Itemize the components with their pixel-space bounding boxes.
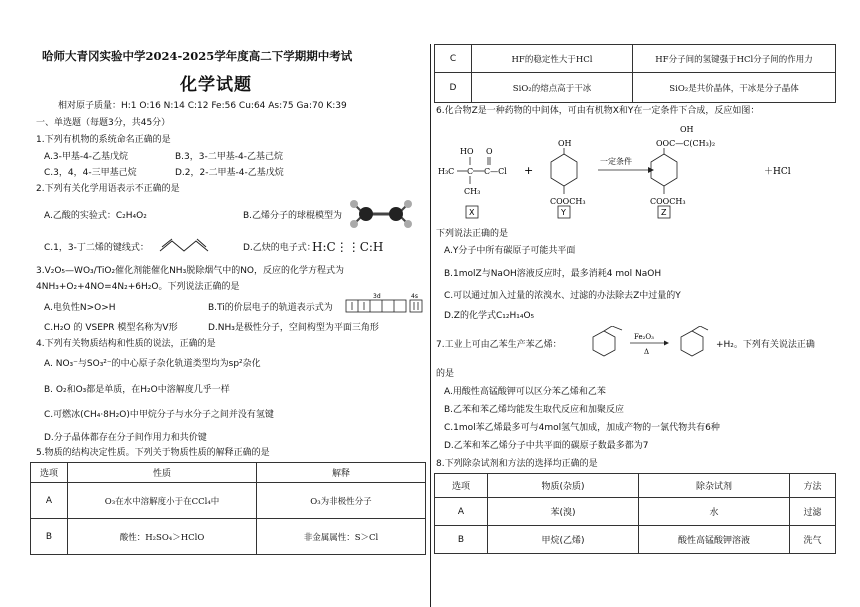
q8-b-method: 洗气 — [790, 526, 836, 554]
orbital-label-3d: 3d — [373, 293, 381, 300]
q2-option-a: A.乙酸的实验式：C₂H₄O₂ — [44, 211, 147, 221]
atomic-masses: 相对原子质量：H:1 O:16 N:14 C:12 Fe:56 Cu:64 As:75 Ga:70 K:39 — [58, 101, 347, 111]
q5-table — [30, 462, 426, 555]
q2-stem: 2.下列有关化学用语表示不正确的是 — [36, 184, 180, 194]
q7-heat: Δ — [644, 348, 650, 356]
q7-option-c: C.1mol苯乙烯最多可与4mol氢气加成，加成产物的一氯代物共有6种 — [444, 423, 720, 433]
q3-option-c: C.H₂O 的 VSEPR 模型名称为V形 — [44, 323, 178, 333]
ethylene-ball-stick-model — [350, 198, 412, 230]
q2-option-b: B.乙烯分子的球棍模型为 — [243, 211, 343, 221]
q7-stem-line3: 的是 — [436, 369, 455, 379]
x-ch3: CH₃ — [464, 187, 481, 196]
q5-d-explanation: SiO₂是共价晶体，干冰是分子晶体 — [633, 73, 836, 103]
x-ho: HO — [460, 147, 474, 156]
q4-option-c: C.可燃冰(CH₄·8H₂O)中甲烷分子与水分子之间并没有氢键 — [44, 410, 274, 420]
q6-stem: 6.化合物Z是一种药物的中间体，可由有机物X和Y在一定条件下合成，反应如图： — [436, 106, 760, 116]
x-o: O — [486, 147, 493, 156]
q5-a-property: O₃在水中溶解度小于在CCl₄中 — [68, 483, 257, 519]
q8-a-reagent: 水 — [639, 498, 790, 526]
q5-d-property: SiO₂的熔点高于干冰 — [472, 73, 633, 103]
q8-a-option: A — [435, 498, 488, 526]
q6-option-b: B.1molZ与NaOH溶液反应时，最多消耗4 mol NaOH — [444, 269, 662, 279]
q8-a-substance: 苯(溴) — [488, 498, 639, 526]
q3-stem-line1: 3.V₂O₅—WO₃/TiO₂催化剂能催化NH₃脱除烟气中的NO，反应的化学方程式为 — [36, 266, 345, 276]
q1-option-a: A.3-甲基-4-乙基戊烷 — [44, 152, 129, 162]
orbital-label-4s: 4s — [411, 293, 418, 300]
q4-option-d: D.分子晶体都存在分子间作用力和共价键 — [44, 433, 207, 443]
svg-text:C: C — [467, 167, 474, 176]
q5-row-d — [435, 73, 836, 103]
reaction-condition: 一定条件 — [600, 157, 632, 166]
q4-stem: 4.下列有关物质结构和性质的说法，正确的是 — [36, 339, 216, 349]
q8-header-substance: 物质(杂质) — [488, 474, 639, 498]
plus-sign: + — [524, 164, 534, 177]
q5-a-explanation: O₃为非极性分子 — [257, 483, 426, 519]
q7-option-a: A.用酸性高锰酸钾可以区分苯乙烯和乙苯 — [444, 387, 606, 397]
q5-stem: 5.物质的结构决定性质。下列关于物质性质的解释正确的是 — [36, 448, 270, 458]
label-x: X — [469, 208, 475, 217]
q3-option-d: D.NH₃是极性分子，空间构型为平面三角形 — [208, 323, 379, 333]
q8-table-header — [435, 474, 836, 498]
label-z: Z — [661, 208, 667, 217]
q6-option-a: A.Y分子中所有碳原子可能共平面 — [444, 246, 576, 256]
q8-row-b — [435, 526, 836, 554]
section-title: 一、单选题（每题3分，共45分） — [36, 118, 171, 128]
q4-option-a: A. NO₃⁻与SO₃²⁻的中心原子杂化轨道类型均为sp²杂化 — [44, 359, 261, 369]
q1-stem: 1.下列有机物的系统命名正确的是 — [36, 135, 171, 145]
q8-b-option: B — [435, 526, 488, 554]
z-cooch3: COOCH₃ — [650, 197, 686, 206]
q8-header-option: 选项 — [435, 474, 488, 498]
q5-c-property: HF的稳定性大于HCl — [472, 45, 633, 73]
q5-row-b — [31, 519, 426, 555]
q5-b-option: B — [31, 519, 68, 555]
q2-option-d: D.乙炔的电子式： — [243, 243, 316, 253]
school-title: 哈师大青冈实验中学2024-2025学年度高二下学期期中考试 — [42, 49, 353, 63]
q5-header-option: 选项 — [31, 463, 68, 483]
q6-reaction-scheme — [434, 120, 858, 224]
q5-a-option: A — [31, 483, 68, 519]
q6-sub-stem: 下列说法正确的是 — [436, 229, 509, 239]
q7-catalyst: Fe₂O₃ — [634, 333, 654, 341]
q8-header-method: 方法 — [790, 474, 836, 498]
q5-row-a — [31, 483, 426, 519]
butadiene-line-structure — [158, 236, 212, 254]
q4-option-b: B. O₂和O₃都是单质，在H₂O中溶解度几乎一样 — [44, 385, 230, 395]
q5-d-option: D — [435, 73, 472, 103]
q7-stem-line1: 7.工业上可由乙苯生产苯乙烯： — [436, 340, 562, 350]
q8-table — [434, 473, 836, 554]
q5-row-c — [435, 45, 836, 73]
q2-option-c: C.1，3-丁二烯的键线式： — [44, 243, 149, 253]
subject-title: 化学试题 — [180, 75, 252, 95]
q5-b-explanation: 非金属属性：S＞Cl — [257, 519, 426, 555]
ti-orbital-diagram — [345, 292, 423, 314]
q7-option-b: B.乙苯和苯乙烯均能发生取代反应和加聚反应 — [444, 405, 625, 415]
label-y: Y — [561, 208, 566, 217]
q5-header-explanation: 解释 — [257, 463, 426, 483]
q5-table-continued — [434, 44, 836, 103]
q3-option-a: A.电负性N>O>H — [44, 303, 116, 313]
q8-row-a — [435, 498, 836, 526]
q5-c-explanation: HF分子间的氢键强于HCl分子间的作用力 — [633, 45, 836, 73]
q1-option-c: C.3，4，4-三甲基己烷 — [44, 168, 137, 178]
q7-stem-line2: +H₂。下列有关说法正确 — [716, 340, 815, 350]
q5-header-property: 性质 — [68, 463, 257, 483]
acetylene-electron-formula: H:C⋮⋮C:H — [312, 240, 384, 254]
q8-b-reagent: 酸性高锰酸钾溶液 — [639, 526, 790, 554]
q7-option-d: D.乙苯和苯乙烯分子中共平面的碳原子数最多都为7 — [444, 441, 649, 451]
y-oh: OH — [558, 139, 572, 148]
q1-option-d: D.2，2-二甲基-4-乙基戊烷 — [175, 168, 284, 178]
q8-b-substance: 甲烷(乙烯) — [488, 526, 639, 554]
q1-option-b: B.3，3-二甲基-4-乙基己烷 — [175, 152, 283, 162]
q5-c-option: C — [435, 45, 472, 73]
q8-header-reagent: 除杂试剂 — [639, 474, 790, 498]
x-h3c: H₃C — [438, 167, 455, 176]
q8-a-method: 过滤 — [790, 498, 836, 526]
q8-stem: 8.下列除杂试剂和方法的选择均正确的是 — [436, 459, 598, 469]
q3-option-b: B.Ti的价层电子的轨道表示式为 — [208, 303, 333, 313]
x-ccl: C—Cl — [484, 167, 507, 176]
byproduct-hcl: ＋HCl — [764, 167, 791, 177]
z-ester: OOC—C(CH₃)₂ — [656, 139, 716, 148]
q6-option-c: C.可以通过加入过量的浓溴水、过滤的办法除去Z中过量的Y — [444, 291, 681, 301]
y-cooch3: COOCH₃ — [550, 197, 586, 206]
z-oh: OH — [680, 125, 694, 134]
q5-b-property: 酸性：H₂SO₄＞HClO — [68, 519, 257, 555]
q5-table-header — [31, 463, 426, 483]
column-divider — [430, 44, 431, 607]
q3-stem-line2: 4NH₃+O₂+4NO=4N₂+6H₂O。下列说法正确的是 — [36, 282, 240, 292]
q6-option-d: D.Z的化学式C₁₂H₁₄O₅ — [444, 311, 535, 321]
